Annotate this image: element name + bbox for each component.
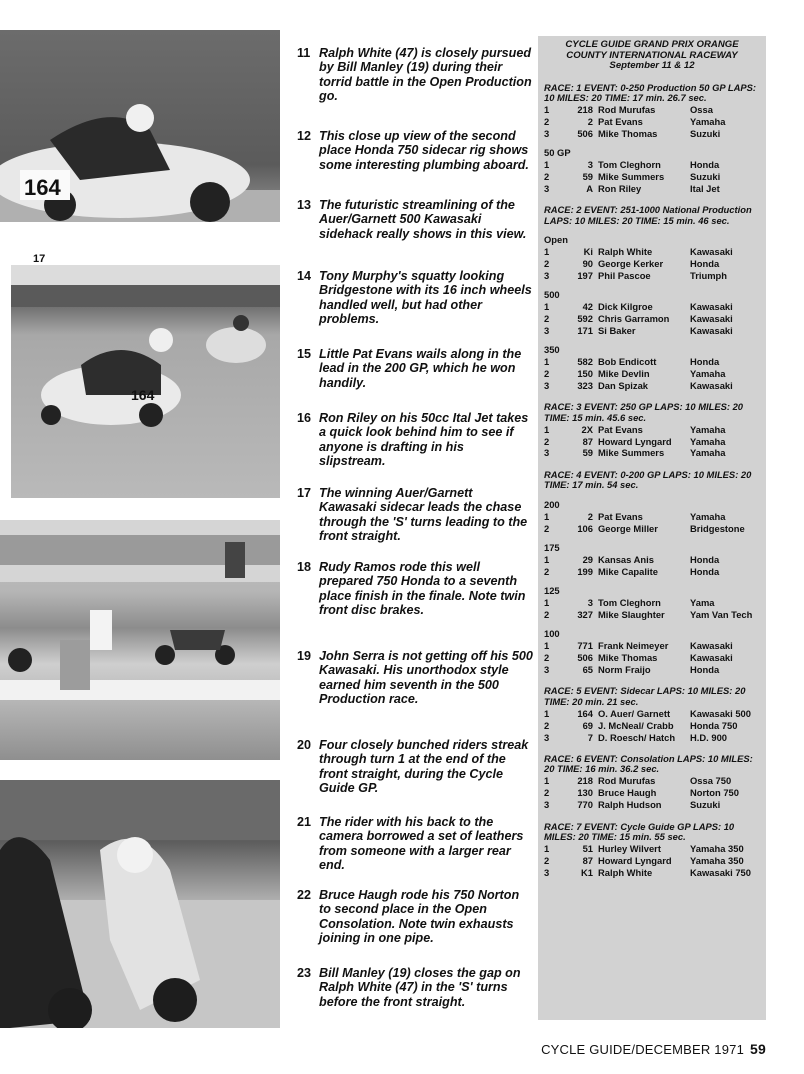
result-machine: Honda	[690, 553, 720, 565]
result-machine: Kawasaki	[690, 245, 733, 257]
result-machine: Suzuki	[690, 127, 721, 139]
caption-text: Rudy Ramos rode this well prepared 750 Honda to a seventh place finish in the finale. Note twin front disc brakes.	[319, 560, 526, 618]
result-row	[544, 844, 760, 854]
result-row	[544, 381, 760, 391]
race-7-header: RACE: 7 EVENT: Cycle Guide GP LAPS: 10 MILES: 20 TIME: 15 min. 55 sec.	[544, 820, 735, 842]
result-row	[544, 524, 760, 534]
race-5-header: RACE: 5 EVENT: Sidecar LAPS: 10 MILES: 20 TIME: 20 min. 21 sec.	[544, 685, 746, 707]
caption-number: 23	[297, 966, 312, 980]
result-rider: D. Roesch/ Hatch	[598, 731, 676, 743]
result-number: 69	[582, 719, 593, 731]
result-rider: George Kerker	[598, 257, 664, 269]
race-2b-rows	[544, 302, 760, 336]
result-place: 1	[544, 640, 550, 652]
result-row	[544, 776, 760, 786]
result-number: 51	[582, 842, 593, 854]
result-rider: Si Baker	[598, 324, 636, 336]
result-rider: George Miller	[598, 522, 658, 534]
caption-21	[297, 815, 533, 873]
result-rider: Rod Murufas	[598, 103, 656, 115]
caption-text: Bruce Haugh rode his 750 Norton to second place in the Open Consolation. Note twin exhausts joining in one pipe.	[319, 888, 520, 946]
race-4-header: RACE: 4 EVENT: 0-200 GP LAPS: 10 MILES: 20 TIME: 17 min. 54 sec.	[544, 468, 752, 491]
race-7-rows	[544, 844, 760, 878]
race-4d-rows	[544, 641, 760, 675]
result-number: 29	[582, 553, 593, 565]
result-machine: Yama	[690, 597, 715, 609]
caption-11	[297, 46, 533, 104]
result-machine: Yamaha	[690, 423, 726, 435]
result-number: 197	[577, 269, 593, 281]
result-place: 3	[544, 182, 550, 194]
result-machine: Yamaha 350	[690, 842, 744, 854]
result-place: 1	[544, 707, 550, 719]
result-number: 3	[587, 158, 593, 170]
caption-number: 12	[297, 129, 312, 143]
result-place: 3	[544, 324, 550, 336]
result-place: 3	[544, 379, 550, 391]
race-2-class-500: 500	[544, 289, 560, 301]
result-rider: Mike Capalite	[598, 565, 658, 577]
result-machine: Yam Van Tech	[690, 608, 753, 620]
race-6-header: RACE: 6 EVENT: Consolation LAPS: 10 MILES: 20 TIME: 16 min. 36.2 sec.	[544, 753, 753, 775]
caption-text: Four closely bunched riders streak through turn 1 at the end of the front straight, during the Cycle Guide GP.	[319, 738, 529, 796]
result-machine: Ossa	[690, 103, 713, 115]
result-machine: Honda	[690, 158, 720, 170]
result-rider: Dan Spizak	[598, 379, 649, 391]
result-machine: Triumph	[690, 269, 727, 281]
caption-20	[297, 738, 533, 796]
result-number: 7	[587, 731, 593, 743]
result-row	[544, 172, 760, 182]
result-rider: Dick Kilgroe	[598, 301, 653, 312]
result-place: 2	[544, 608, 550, 620]
result-row	[544, 259, 760, 269]
result-machine: Kawasaki	[690, 301, 733, 312]
result-place: 2	[544, 652, 550, 664]
result-place: 2	[544, 854, 550, 866]
caption-number: 14	[297, 269, 312, 283]
caption-text: Little Pat Evans wails along in the lead in the 200 GP, which he won handily.	[319, 347, 522, 390]
result-rider: Pat Evans	[598, 115, 643, 127]
result-number: A	[586, 182, 593, 194]
result-machine: Yamaha 350	[690, 854, 744, 866]
result-rider: Mike Summers	[598, 447, 665, 459]
result-number: 218	[577, 775, 593, 787]
result-row	[544, 598, 760, 608]
result-place: 2	[544, 787, 550, 799]
result-rider: Ralph Hudson	[598, 799, 662, 811]
result-machine: Yamaha	[690, 368, 726, 380]
result-number: 171	[577, 324, 593, 336]
result-place: 2	[544, 312, 550, 324]
race-2-class-open: Open	[544, 233, 568, 245]
svg-text:164: 164	[24, 175, 61, 200]
result-rider: Howard Lyngard	[598, 435, 672, 447]
result-place: 1	[544, 423, 550, 435]
result-rider: Pat Evans	[598, 423, 643, 435]
result-place: 1	[544, 356, 550, 368]
result-machine: Kawasaki	[690, 312, 733, 324]
result-place: 2	[544, 435, 550, 447]
result-number: 42	[582, 301, 593, 312]
result-row	[544, 184, 760, 194]
result-rider: Hurley Wilvert	[598, 842, 661, 854]
caption-number: 19	[297, 649, 312, 663]
result-place: 2	[544, 170, 550, 182]
caption-17	[297, 486, 533, 544]
result-machine: H.D. 900	[690, 731, 727, 743]
result-place: 1	[544, 842, 550, 854]
result-machine: Yamaha	[690, 447, 726, 459]
result-number: 59	[582, 447, 593, 459]
photo-turn-honda-rider	[0, 520, 280, 760]
caption-number: 17	[297, 486, 312, 500]
race-1-header: RACE: 1 EVENT: 0-250 Production 50 GP LAPS: 10 MILES: 20 TIME: 17 min. 26.7 sec.	[544, 81, 757, 103]
result-place: 3	[544, 664, 550, 676]
result-machine: Kawasaki	[690, 379, 733, 391]
result-row	[544, 567, 760, 577]
caption-number: 11	[297, 46, 311, 60]
caption-23	[297, 966, 533, 1009]
result-place: 3	[544, 447, 550, 459]
result-row	[544, 117, 760, 127]
result-row	[544, 721, 760, 731]
result-number: 3	[587, 597, 593, 609]
result-row	[544, 800, 760, 810]
result-number: 506	[577, 127, 593, 139]
result-place: 2	[544, 565, 550, 577]
caption-text: The futuristic streamlining of the Auer/Garnett 500 Kawasaki sidehack really shows in this view.	[319, 198, 527, 241]
result-number: 2	[587, 115, 593, 127]
result-number: 106	[577, 522, 593, 534]
result-row	[544, 665, 760, 675]
race-results-box	[538, 36, 766, 1020]
result-number: 323	[577, 379, 593, 391]
result-machine: Honda	[690, 565, 720, 577]
caption-text: John Serra is not getting off his 500 Kawasaki. His unorthodox style earned him seventh in the 500 Production race.	[319, 649, 533, 707]
result-row	[544, 856, 760, 866]
result-row	[544, 788, 760, 798]
caption-text: Ralph White (47) is closely pursued by Bill Manley (19) during their torrid battle in the Open Production go.	[319, 46, 532, 104]
result-number: 130	[577, 787, 593, 799]
result-rider: Rod Murufas	[598, 775, 656, 787]
photo-sidecar-164-closeup	[0, 30, 280, 222]
result-place: 2	[544, 368, 550, 380]
results-date: September 11 & 12	[609, 60, 695, 71]
result-row	[544, 247, 760, 257]
result-place: 1	[544, 158, 550, 170]
result-machine: Norton 750	[690, 787, 739, 799]
result-rider: Mike Summers	[598, 170, 665, 182]
photo-rear-riders	[0, 780, 280, 1028]
result-number: 150	[577, 368, 593, 380]
result-rider: Norm Fraijo	[598, 664, 651, 676]
result-place: 2	[544, 115, 550, 127]
result-number: 2	[587, 510, 593, 522]
result-rider: Mike Thomas	[598, 127, 658, 139]
result-rider: Howard Lyngard	[598, 854, 672, 866]
result-row	[544, 555, 760, 565]
race-4a-rows	[544, 512, 760, 534]
race-3-header: RACE: 3 EVENT: 250 GP LAPS: 10 MILES: 20 TIME: 15 min. 45.6 sec.	[544, 401, 744, 423]
page-footer	[541, 1041, 766, 1057]
result-place: 3	[544, 799, 550, 811]
result-number: 164	[577, 707, 593, 719]
result-place: 1	[544, 775, 550, 787]
result-number: Ki	[583, 245, 593, 257]
result-number: 218	[577, 103, 593, 115]
result-number: K1	[581, 866, 593, 878]
result-place: 3	[544, 127, 550, 139]
result-place: 1	[544, 245, 550, 257]
result-rider: Chris Garramon	[598, 312, 670, 324]
caption-number: 20	[297, 738, 312, 752]
result-number: 592	[577, 312, 593, 324]
result-place: 2	[544, 719, 550, 731]
result-machine: Honda	[690, 356, 720, 368]
result-row	[544, 425, 760, 435]
result-place: 2	[544, 257, 550, 269]
result-rider: Mike Thomas	[598, 652, 658, 664]
caption-15	[297, 347, 533, 390]
caption-number: 15	[297, 347, 312, 361]
caption-text: Bill Manley (19) closes the gap on Ralph White (47) in the 'S' turns before the front straight.	[319, 966, 521, 1009]
race-2a-rows	[544, 247, 760, 281]
race-4-class-200: 200	[544, 498, 560, 510]
result-number: 506	[577, 652, 593, 664]
result-machine: Suzuki	[690, 170, 721, 182]
result-row	[544, 733, 760, 743]
result-number: 199	[577, 565, 593, 577]
result-machine: Ital Jet	[690, 182, 720, 194]
result-machine: Ossa 750	[690, 775, 732, 787]
result-number: 771	[577, 640, 593, 652]
result-rider: Tom Cleghorn	[598, 158, 661, 170]
result-rider: Ron Riley	[598, 182, 642, 194]
result-rider: Ralph White	[598, 866, 653, 878]
race-1-class-50gp: 50 GP	[544, 147, 571, 159]
result-row	[544, 512, 760, 522]
result-rider: Bruce Haugh	[598, 787, 657, 799]
result-rider: Frank Neimeyer	[598, 640, 669, 652]
result-rider: Ralph White	[598, 245, 653, 257]
caption-number: 18	[297, 560, 312, 574]
caption-text: Ron Riley on his 50cc Ital Jet takes a quick look behind him to see if anyone is drafting in his slipstream.	[319, 411, 529, 469]
photo-number-label: 17	[33, 253, 46, 265]
result-machine: Yamaha	[690, 115, 726, 127]
result-machine: Kawasaki 750	[690, 866, 751, 878]
caption-text: The winning Auer/Garnett Kawasaki sidecar leads the chase through the 'S' turns leading to the front straight.	[319, 486, 528, 544]
caption-text: The rider with his back to the camera borrowed a set of leathers from someone with a larger rear end.	[319, 815, 524, 873]
result-row	[544, 641, 760, 651]
caption-13	[297, 198, 533, 241]
caption-number: 16	[297, 411, 312, 425]
result-number: 327	[577, 608, 593, 620]
result-rider: Pat Evans	[598, 510, 643, 522]
result-row	[544, 448, 760, 458]
result-row	[544, 326, 760, 336]
svg-text:164: 164	[131, 387, 155, 403]
result-row	[544, 314, 760, 324]
caption-12	[297, 129, 533, 172]
race-4c-rows	[544, 598, 760, 620]
result-row	[544, 302, 760, 312]
result-machine: Yamaha	[690, 510, 726, 522]
result-machine: Kawasaki 500	[690, 707, 751, 719]
result-machine: Honda	[690, 257, 720, 269]
result-rider: Kansas Anis	[598, 553, 654, 565]
result-row	[544, 610, 760, 620]
caption-19	[297, 649, 533, 707]
race-4b-rows	[544, 555, 760, 577]
caption-14	[297, 269, 533, 327]
result-number: 87	[582, 854, 593, 866]
result-rider: Bob Endicott	[598, 356, 657, 368]
race-2c-rows	[544, 357, 760, 391]
caption-number: 13	[297, 198, 312, 212]
photo-sidecar-lead	[11, 265, 280, 498]
result-row	[544, 271, 760, 281]
caption-number: 21	[297, 815, 312, 829]
result-row	[544, 129, 760, 139]
caption-18	[297, 560, 533, 618]
result-rider: Phil Pascoe	[598, 269, 651, 281]
result-number: 2X	[581, 423, 593, 435]
race-2-header: RACE: 2 EVENT: 251-1000 National Production LAPS: 10 MILES: 20 TIME: 15 min. 46 sec.	[544, 204, 752, 226]
caption-text: Tony Murphy's squatty looking Bridgestone with its 16 inch wheels handled well, but had other problems.	[319, 269, 532, 327]
caption-16	[297, 411, 533, 469]
result-number: 59	[582, 170, 593, 182]
result-place: 2	[544, 522, 550, 534]
result-number: 90	[582, 257, 593, 269]
result-row	[544, 653, 760, 663]
result-row	[544, 369, 760, 379]
result-machine: Kawasaki	[690, 652, 733, 664]
results-title: CYCLE GUIDE GRAND PRIX ORANGE COUNTY INTERNATIONAL RACEWAY	[565, 39, 739, 61]
page-number: 59	[750, 1041, 766, 1057]
race-4-class-125: 125	[544, 585, 560, 597]
race-4-class-175: 175	[544, 541, 560, 553]
race-6-rows	[544, 776, 760, 810]
race-2-class-350: 350	[544, 344, 560, 356]
result-rider: Mike Devlin	[598, 368, 650, 380]
result-place: 1	[544, 597, 550, 609]
result-number: 770	[577, 799, 593, 811]
footer-text: CYCLE GUIDE/DECEMBER 1971	[541, 1042, 745, 1057]
result-number: 65	[582, 664, 593, 676]
race-5-rows	[544, 709, 760, 743]
race-3-rows	[544, 425, 760, 459]
race-1b-rows	[544, 160, 760, 194]
result-number: 582	[577, 356, 593, 368]
race-4-class-100: 100	[544, 628, 560, 640]
result-row	[544, 357, 760, 367]
result-machine: Bridgestone	[690, 522, 745, 534]
caption-number: 22	[297, 888, 312, 902]
caption-text: This close up view of the second place Honda 750 sidecar rig shows some interesting plumbing aboard.	[319, 129, 529, 172]
result-place: 3	[544, 269, 550, 281]
result-rider: Tom Cleghorn	[598, 597, 661, 609]
caption-22	[297, 888, 533, 946]
result-row	[544, 160, 760, 170]
result-row	[544, 868, 760, 878]
result-rider: O. Auer/ Garnett	[598, 707, 671, 719]
result-row	[544, 437, 760, 447]
result-machine: Kawasaki	[690, 640, 733, 652]
result-place: 1	[544, 103, 550, 115]
result-row	[544, 105, 760, 115]
result-number: 87	[582, 435, 593, 447]
result-rider: Mike Slaughter	[598, 608, 665, 620]
result-rider: J. McNeal/ Crabb	[598, 719, 674, 731]
result-row	[544, 709, 760, 719]
result-machine: Suzuki	[690, 799, 721, 811]
race-1-rows	[544, 105, 760, 139]
result-machine: Kawasaki	[690, 324, 733, 336]
result-place: 1	[544, 553, 550, 565]
result-machine: Honda	[690, 664, 720, 676]
result-place: 3	[544, 866, 550, 878]
result-place: 1	[544, 301, 550, 312]
result-machine: Honda 750	[690, 719, 738, 731]
result-place: 1	[544, 510, 550, 522]
result-machine: Yamaha	[690, 435, 726, 447]
result-place: 3	[544, 731, 550, 743]
